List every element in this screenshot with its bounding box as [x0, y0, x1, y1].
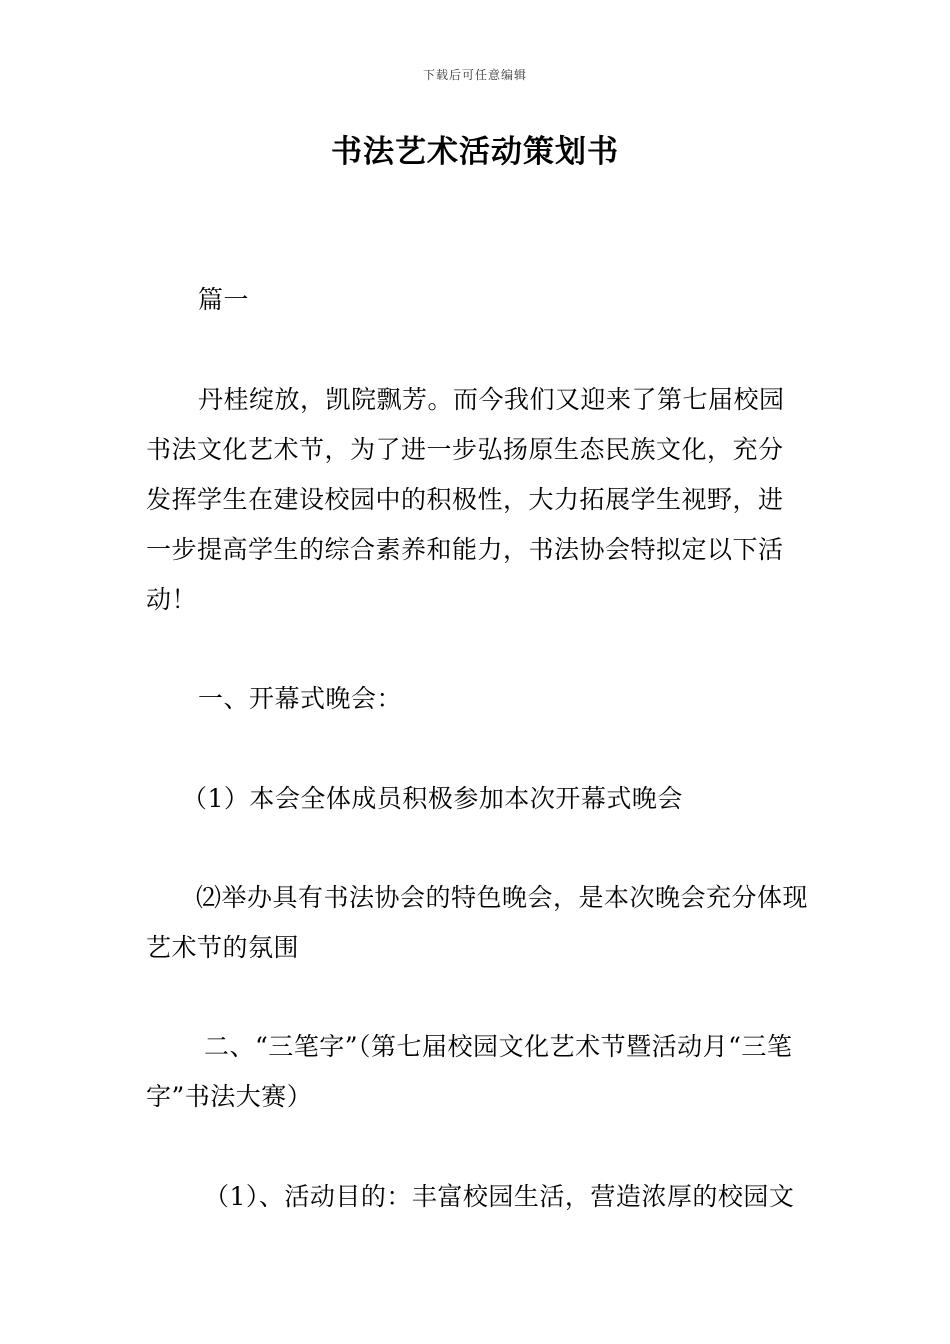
- list-item-2: ⑵举办具有书法协会的特色晚会，是本次晚会充分体现艺术节的氛围: [146, 883, 809, 962]
- header-note: 下载后可任意编辑: [422, 68, 527, 82]
- activity-purpose: （1）、活动目的：丰富校园生活，营造浓厚的校园文: [204, 1182, 795, 1211]
- list-item-1: （1）本会全体成员积极参加本次开幕式晚会: [182, 784, 683, 813]
- heading-opening-gala: 一、开幕式晚会：: [198, 684, 403, 713]
- document-title: 书法艺术活动策划书: [331, 134, 619, 170]
- heading-calligraphy-contest: 二、“三笔字”（第七届校园文化艺术节暨活动月“三笔字”书法大赛）: [146, 1032, 793, 1111]
- intro-paragraph: 丹桂绽放，凯院飘芳。而今我们又迎来了第七届校园书法文化艺术节，为了进一步弘扬原生态民族文化，充分发挥学生在建设校园中的积极性，大力拓展学生视野，进一步提高学生的综合素养和能力，书法协会特拟定以下活动！: [146, 385, 785, 614]
- section-label: 篇一: [198, 285, 250, 314]
